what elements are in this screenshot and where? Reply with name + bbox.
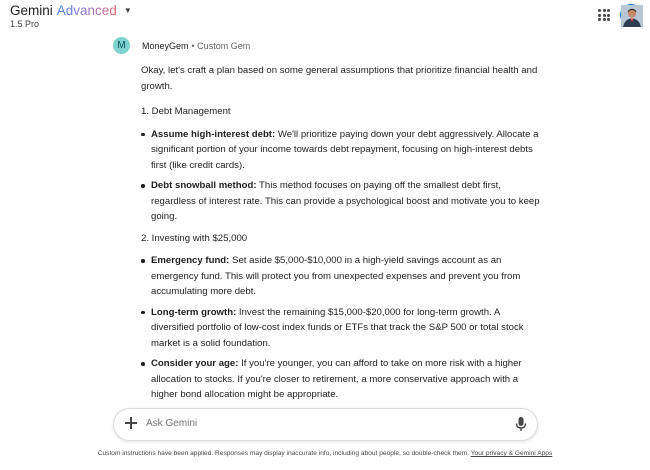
item-text: If you're younger, you can afford to take on more risk with a higher allocation to stocks. If you're closer to retirement, a more conservative approach with a higher bond allocation might be appropriate.: [151, 358, 522, 400]
item-text: Invest the remaining $15,000-$20,000 for long-term growth. A diversified portfolio of low-cost index funds or ETFs that track the S&P 500 or total stock market is a solid foundation.: [151, 306, 524, 349]
item-text: Set aside $5,000-$10,000 in a high-yield savings account as an emergency fund. This will protect you from unexpected expenses and prevent you from accumulating more debt.: [151, 255, 521, 297]
microphone-icon[interactable]: [514, 416, 528, 432]
prompt-bar: [113, 408, 538, 441]
model-switcher[interactable]: [10, 3, 132, 18]
bullet-list: [141, 127, 541, 225]
message-header: [113, 37, 250, 54]
list-item: [141, 127, 541, 174]
model-version: 1.5 Pro: [10, 19, 40, 29]
item-lead: Debt snowball method:: [151, 180, 257, 191]
response-body: [141, 63, 541, 403]
list-item: [141, 356, 541, 403]
item-lead: Emergency fund:: [151, 255, 230, 266]
apps-grid-icon[interactable]: [598, 9, 610, 21]
avatar[interactable]: [620, 4, 642, 26]
list-item: [141, 178, 541, 225]
disclaimer-text: Custom instructions have been applied. Responses may display inaccurate info, including about people, so double-check them.: [97, 450, 471, 457]
gem-type: • Custom Gem: [191, 40, 251, 51]
caret-down-icon: ▼: [123, 6, 132, 15]
section-heading: 2. Investing with $25,000: [141, 232, 248, 244]
prompt-input[interactable]: [146, 418, 486, 429]
section-heading: 1. Debt Management: [141, 106, 231, 117]
item-lead: Long-term growth:: [151, 306, 237, 318]
item-lead: Consider your age:: [151, 358, 239, 369]
item-text: We'll prioritize paying down your debt aggressively. Allocate a significant portion of your income towards debt repayment, focusing on high-interest debts first (like credit cards).: [151, 128, 539, 171]
gem-name: MoneyGem: [142, 40, 189, 51]
privacy-link[interactable]: Your privacy & Gemini Apps: [470, 450, 553, 457]
plus-icon[interactable]: [124, 416, 138, 430]
response-intro: Okay, let's craft a plan based on some general assumptions that prioritize financial health and growth.: [141, 65, 538, 92]
profile-avatar-icon: [621, 5, 643, 27]
brand-tier: Advanced: [56, 3, 117, 18]
item-lead: Assume high-interest debt:: [151, 128, 276, 140]
top-bar: [0, 0, 650, 34]
bullet-list: [141, 253, 541, 403]
brand-name: Gemini: [10, 3, 53, 18]
disclaimer: [0, 450, 650, 457]
list-item: [141, 253, 541, 300]
gem-avatar-icon: M: [113, 37, 130, 54]
item-text: This method focuses on paying off the smallest debt first, regardless of interest rate. This can provide a psychological boost and motivate you to keep going.: [151, 180, 540, 222]
list-item: [141, 305, 541, 352]
